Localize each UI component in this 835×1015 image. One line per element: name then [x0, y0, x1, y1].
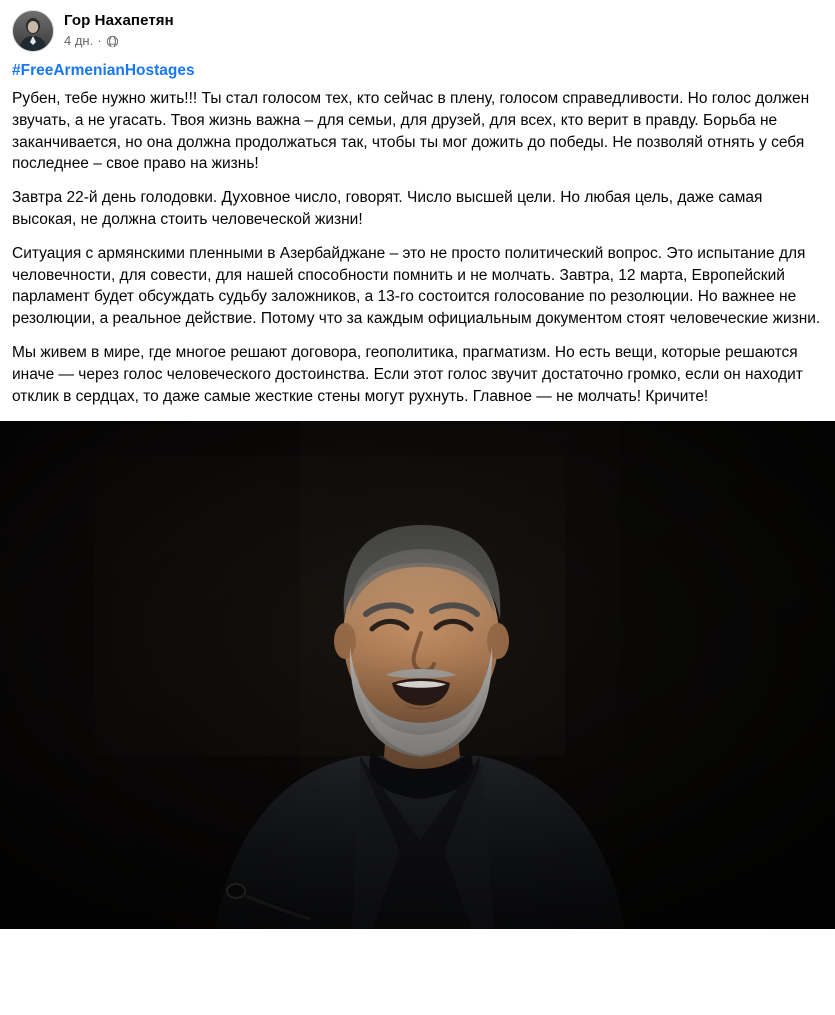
- avatar[interactable]: [12, 10, 54, 52]
- post-body: [0, 54, 835, 407]
- post-paragraph: Завтра 22-й день голодовки. Духовное число, говорят. Число высшей цели. Но любая цель, даже самая высокая, не должна стоить человеческой жизни!: [12, 189, 763, 228]
- post-paragraph: Рубен, тебе нужно жить!!! Ты стал голосом тех, кто сейчас в плену, голосом справедливости. Но голос должен звучать, а не угасать. Твоя жизнь важна – для семьи, для друзей, для всех, кто верит в правду. Борьба не заканчивается, но она должна продолжаться так, чтобы ты мог дожить до победы. Не позволяй отнять у себя последнее – свое право на жизнь!: [12, 90, 810, 173]
- user-avatar-photo-icon: [13, 11, 53, 51]
- globe-icon[interactable]: [106, 35, 119, 48]
- post-meta: [64, 33, 174, 49]
- post-paragraph: Ситуация с армянскими пленными в Азербайджане – это не просто политический вопрос. Это испытание для человечности, для совести, для нашей способности помнить и не молчать. Завтра, 12 марта, Европейский парламент будет обсуждать судьбу заложников, а 13-го состоится голосование по резолюции. Но важнее не резолюции, а реальное действие. Потому что за каждым официальным документом стоят человеческие жизни.: [12, 244, 821, 328]
- author-name[interactable]: Гор Нахапетян: [64, 12, 174, 29]
- post-photo-image: [0, 421, 835, 929]
- globe-icon-svg: [106, 35, 119, 48]
- post-paragraph: Мы живем в мире, где многое решают договора, геополитика, прагматизм. Но есть вещи, которые решаются иначе — через голос человеческого достоинства. Если этот голос звучит достаточно громко, если он находит отклик в сердцах, то даже самые жесткие стены могут рухнуть. Главное — не молчать! Кричите!: [12, 343, 803, 405]
- post-header: [0, 0, 835, 54]
- post-timestamp[interactable]: 4 дн.: [64, 33, 94, 48]
- header-text: [64, 10, 174, 49]
- hashtag-link[interactable]: #FreeArmenianHostages: [12, 62, 195, 79]
- meta-separator: ·: [97, 33, 102, 48]
- post-photo[interactable]: [0, 421, 835, 929]
